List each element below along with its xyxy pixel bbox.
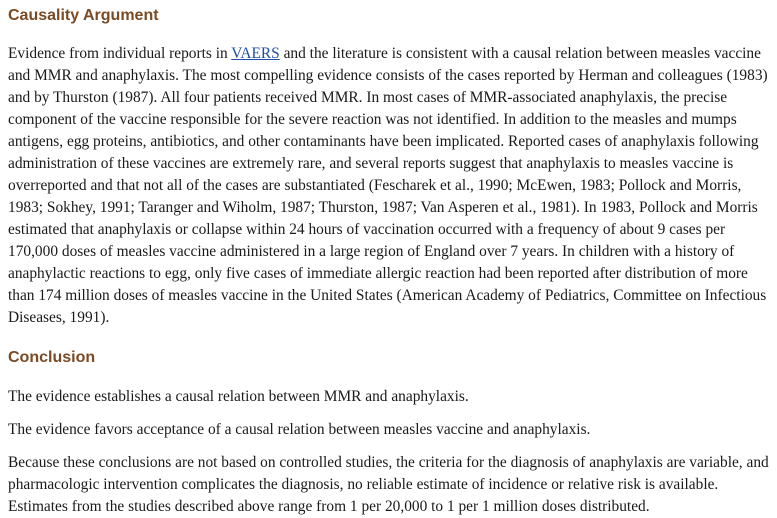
conclusion-paragraph-measles: The evidence favors acceptance of a causal relation between measles vaccine and anaphylaxis.: [8, 421, 591, 438]
document-page: [8, 0, 770, 518]
conclusion-heading: Conclusion: [8, 349, 96, 366]
conclusion-paragraph-mmr: The evidence establishes a causal relation between MMR and anaphylaxis.: [8, 388, 469, 405]
causality-text-after-link: and the literature is consistent with a causal relation between measles vaccine and MMR and anaphylaxis. The most compelling evidence consists of the cases reported by Herman and colleagues (1983) and by Thurston (1987). All four patients received MMR. In most cases of MMR-associated anaphylaxis, the precise component of the vaccine responsible for the severe reaction was not identified. In addition to the measles and mumps antigens, egg proteins, antibiotics, and other contaminants have been implicated. Reported cases of anaphylaxis following administration of these vaccines are extremely rare, and several reports suggest that anaphylaxis to measles vaccine is overreported and that not all of the cases are substantiated (Fescharek et al., 1990; McEwen, 1983; Pollock and Morris, 1983; Sokhey, 1991; Taranger and Wiholm, 1987; Thurston, 1987; Van Asperen et al., 1981). In 1983, Pollock and Morris estimated that anaphylaxis or collapse within 24 hours of vaccination occurred with a frequency of about 9 cases per 170,000 doses of measles vaccine administered in a large region of England over 7 years. In children with a history of anaphylactic reactions to egg, only five cases of immediate allergic reaction had been reported after distribution of more than 174 million doses of measles vaccine in the United States (American Academy of Pediatrics, Committee on Infectious Diseases, 1991).: [8, 45, 768, 326]
vaers-link[interactable]: VAERS: [231, 45, 280, 62]
causality-argument-paragraph: [8, 43, 770, 329]
causality-argument-heading: Causality Argument: [8, 7, 159, 24]
conclusion-paragraph-estimates: Because these conclusions are not based on controlled studies, the criteria for the diagnosis of anaphylaxis are variable, and pharmacologic intervention complicates the diagnosis, no reliable estimate of incidence or relative risk is available. Estimates from the studies described above range from 1 per 20,000 to 1 per 1 million doses distributed.: [8, 454, 769, 515]
causality-text-before-link: Evidence from individual reports in: [8, 45, 232, 62]
